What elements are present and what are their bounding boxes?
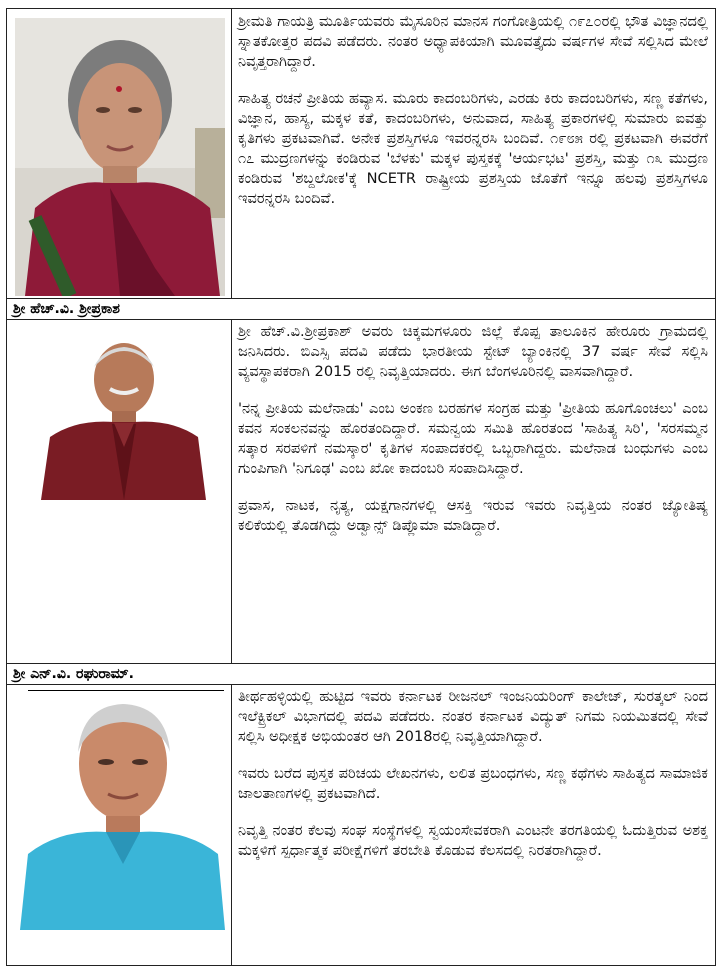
column-divider	[231, 684, 232, 966]
column-divider	[231, 8, 232, 298]
profile-paragraph: ತೀರ್ಥಹಳ್ಳಿಯಲ್ಲಿ ಹುಟ್ಟಿದ ಇವರು ಕರ್ನಾಟಕ ರೀಜನಲ್ ಇಂಜನಿಯರಿಂಗ್ ಕಾಲೇಜ್, ಸುರತ್ಕಲ್ ನಿಂದ ಇಲೆಕ್ಟ್ರಿಕಲ್ ವಿಭಾಗದಲ್ಲಿ ಪದವಿ ಪಡೆದರು. ನಂತರ ಕರ್ನಾಟಕ ವಿದ್ಯುತ್ ನಿಗಮ ನಿಯಮಿತದಲ್ಲಿ ಸೇವೆ ಸಲ್ಲಿಸಿ ಅಧೀಕ್ಷಕ ಅಭಿಯಂತರ ಆಗಿ 2018ರಲ್ಲಿ ನಿವೃತ್ತಿಯಾಗಿದ್ದಾರೆ.	[238, 688, 708, 745]
profile-name-heading: ಶ್ರೀ ಎನ್.ವಿ. ರಘುರಾಮ್.	[13, 666, 134, 682]
row-divider	[6, 319, 716, 320]
profile-paragraph: ನಿವೃತ್ತಿ ನಂತರ ಕೆಲವು ಸಂಘ ಸಂಸ್ಥೆಗಳಲ್ಲಿ ಸ್ವಯಂಸೇವಕರಾಗಿ ಎಂಟನೇ ತರಗತಿಯಲ್ಲಿ ಓದುತ್ತಿರುವ ಅಶಕ್ತ ಮಕ್ಕಳಿಗೆ ಸ್ಪರ್ಧಾತ್ಮಕ ಪರೀಕ್ಷೆಗಳಿಗೆ ತರಬೇತಿ ಕೊಡುವ ಕೆಲಸದಲ್ಲಿ ನಿರತರಾಗಿದ್ದಾರೆ.	[238, 822, 708, 859]
profile-text	[238, 12, 708, 226]
profile-photo-raghuram	[20, 694, 225, 930]
profile-photo-gayathri	[15, 18, 225, 296]
profile-photo-sriprakash	[36, 327, 211, 500]
profile-paragraph: ಶ್ರೀಮತಿ ಗಾಯತ್ರಿ ಮೂರ್ತಿಯವರು ಮೈಸೂರಿನ ಮಾನಸ ಗಂಗೋತ್ರಿಯಲ್ಲಿ ೧೯೭೦ರಲ್ಲಿ ಭೌತ ವಿಜ್ಞಾನದಲ್ಲಿ ಸ್ನಾತಕೋತ್ತರ ಪದವಿ ಪಡೆದರು. ನಂತರ ಅಧ್ಯಾಪಕಿಯಾಗಿ ಮೂವತ್ತೈದು ವರ್ಷಗಳ ಸೇವೆ ಸಲ್ಲಿಸಿದ ಮೇಲೆ ನಿವೃತ್ತರಾಗಿದ್ದಾರೆ.	[238, 13, 708, 70]
profile-paragraph: 'ನನ್ನ ಪ್ರೀತಿಯ ಮಲೆನಾಡು' ಎಂಬ ಅಂಕಣ ಬರಹಗಳ ಸಂಗ್ರಹ ಮತ್ತು 'ಪ್ರೀತಿಯ ಹೂಗೊಂಚಲು' ಎಂಬ ಕವನ ಸಂಕಲನವನ್ನು ಹೊರತಂದಿದ್ದಾರೆ. ಸಮನ್ವಯ ಸಮಿತಿ ಹೊರತಂದ 'ಸಾಹಿತ್ಯ ಸಿರಿ', 'ಸರಸಮ್ಮನ ಸತ್ಕಾರ ಸರಪಳಿಗೆ ನಮಸ್ಕಾರ' ಕೃತಿಗಳ ಸಂಪಾದಕರಲ್ಲಿ ಒಬ್ಬರಾಗಿದ್ದರು. ಮಲೆನಾಡ ಬಂಧುಗಳು ಎಂಬ ಗುಂಪಿಗಾಗಿ 'ನಿಗೂಢ' ಎಂಬ ಖೋ ಕಾದಂಬರಿ ಸಂಪಾದಿಸಿದ್ದಾರೆ.	[238, 400, 708, 477]
row-divider	[6, 684, 716, 685]
profile-name-heading: ಶ್ರೀ ಹೆಚ್.ವಿ. ಶ್ರೀಪ್ರಕಾಶ	[13, 301, 120, 317]
column-divider	[231, 319, 232, 663]
profile-text	[238, 687, 708, 878]
profile-paragraph: ಸಾಹಿತ್ಯ ರಚನೆ ಪ್ರೀತಿಯ ಹವ್ಯಾಸ. ಮೂರು ಕಾದಂಬರಿಗಳು, ಎರಡು ಕಿರು ಕಾದಂಬರಿಗಳು, ಸಣ್ಣ ಕತೆಗಳು, ವಿಜ್ಞಾನ, ಹಾಸ್ಯ, ಮಕ್ಕಳ ಕತೆ, ಕಾದಂಬರಿಗಳು, ಅನುವಾದ, ಸಾಹಿತ್ಯ ಪ್ರಕಾರಗಳಲ್ಲಿ ಸುಮಾರು ಐವತ್ತು ಕೃತಿಗಳು ಪ್ರಕಟವಾಗಿವೆ. ಅನೇಕ ಪ್ರಶಸ್ತಿಗಳೂ ಇವರನ್ನರಸಿ ಬಂದಿವೆ. ೧೯೮೫ ರಲ್ಲಿ ಪ್ರಕಟವಾಗಿ ಈವರೆಗೆ ೧೭ ಮುದ್ರಣಗಳನ್ನು ಕಂಡಿರುವ 'ಬೆಳಕು' ಮಕ್ಕಳ ಪುಸ್ತಕಕ್ಕೆ 'ಆರ್ಯಭಟ' ಪ್ರಶಸ್ತಿ, ಮತ್ತು ೧೩ ಮುದ್ರಣ ಕಂಡಿರುವ 'ಶಬ್ದಲೋಕ'ಕ್ಕೆ NCETR ರಾಷ್ಟ್ರೀಯ ಪ್ರಶಸ್ತಿಯ ಜೊತೆಗೆ ಇನ್ನೂ ಹಲವು ಪ್ರಶಸ್ತಿಗಳೂ ಇವರನ್ನರಸಿ ಬಂದಿವೆ.	[238, 90, 708, 207]
profile-paragraph: ಶ್ರೀ ಹೆಚ್.ವಿ.ಶ್ರೀಪ್ರಕಾಶ್ ಅವರು ಚಿಕ್ಕಮಗಳೂರು ಜಿಲ್ಲೆ ಕೊಪ್ಪ ತಾಲೂಕಿನ ಹೇರೂರು ಗ್ರಾಮದಲ್ಲಿ ಜನಿಸಿದರು. ಬಿಎಸ್ಸಿ ಪದವಿ ಪಡೆದು ಭಾರತೀಯ ಸ್ಟೇಟ್ ಬ್ಯಾಂಕಿನಲ್ಲಿ 37 ವರ್ಷ ಸೇವೆ ಸಲ್ಲಿಸಿ ವ್ಯವಸ್ಥಾಪಕರಾಗಿ 2015 ರಲ್ಲಿ ನಿವೃತ್ತಿಯಾದರು. ಈಗ ಬೆಂಗಳೂರಿನಲ್ಲಿ ವಾಸವಾಗಿದ್ದಾರೆ.	[238, 323, 708, 380]
profile-paragraph: ಪ್ರವಾಸ, ನಾಟಕ, ನೃತ್ಯ, ಯಕ್ಷಗಾನಗಳಲ್ಲಿ ಆಸಕ್ತಿ ಇರುವ ಇವರು ನಿವೃತ್ತಿಯ ನಂತರ ಜ್ಯೋತಿಷ್ಯ ಕಲಿಕೆಯಲ್ಲಿ ತೊಡಗಿದ್ದು ಅಡ್ವಾನ್ಸ್ ಡಿಪ್ಲೊಮಾ ಮಾಡಿದ್ದಾರೆ.	[238, 497, 708, 534]
profile-text	[238, 322, 708, 553]
profile-paragraph: ಇವರು ಬರೆದ ಪುಸ್ತಕ ಪರಿಚಯ ಲೇಖನಗಳು, ಲಲಿತ ಪ್ರಬಂಧಗಳು, ಸಣ್ಣ ಕಥೆಗಳು ಸಾಹಿತ್ಯದ ಸಾಮಾಜಿಕ ಜಾಲತಾಣಗಳಲ್ಲಿ ಪ್ರಕಟವಾಗಿದೆ.	[238, 765, 708, 802]
photo-top-rule	[28, 690, 224, 691]
